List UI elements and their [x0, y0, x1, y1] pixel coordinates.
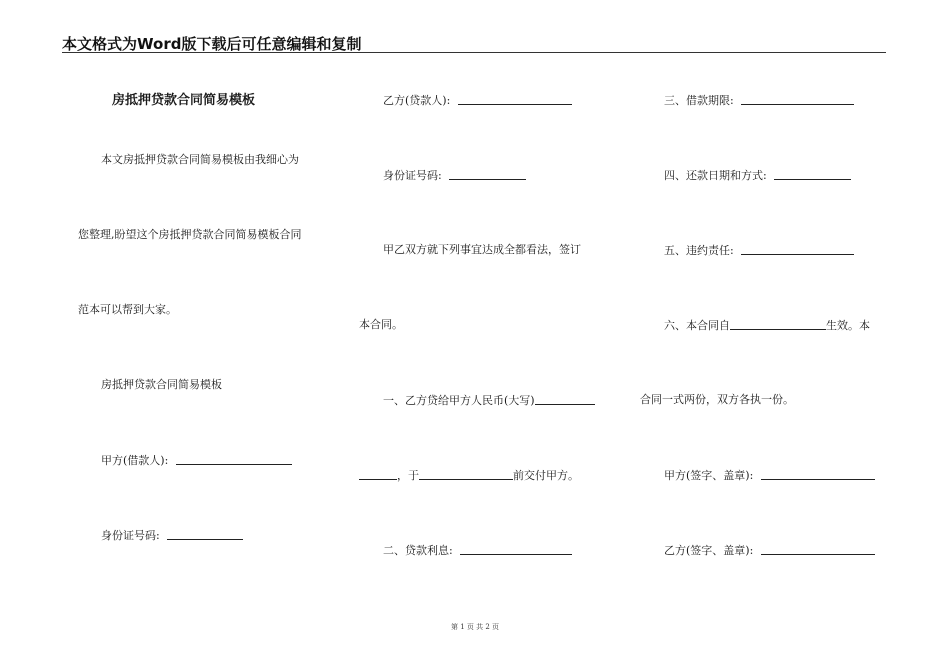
interest-blank: [460, 543, 572, 555]
clause-1-label: 一、乙方贷给甲方人民币(大写): [383, 394, 535, 407]
clause-1-line-1: [383, 393, 595, 408]
party-b-blank: [458, 93, 572, 105]
clause-6-label: 六、本合同自: [664, 319, 730, 332]
signature-b-blank: [761, 543, 875, 555]
signature-b-field: [664, 543, 875, 558]
delivery-date-blank: [419, 468, 513, 480]
liability-blank: [741, 243, 854, 255]
party-b-field: [383, 93, 572, 108]
clause-5-field: [664, 243, 854, 258]
party-a-id-field: [101, 528, 243, 543]
clause-3-label: 三、借款期限:: [664, 94, 734, 107]
signature-a-blank: [761, 468, 875, 480]
clause-6-line-1: [664, 318, 870, 333]
clause-1-tail-text: 前交付甲方。: [513, 469, 579, 482]
page-number: 第 1 页 共 2 页: [450, 623, 500, 631]
intro-line-2: 您整理,盼望这个房抵押贷款合同简易模板合同: [78, 228, 302, 241]
signature-b-label: 乙方(签字、盖章):: [664, 544, 754, 557]
signature-a-field: [664, 468, 875, 483]
amount-continued-blank: [359, 468, 397, 480]
party-b-id-label: 身份证号码:: [383, 169, 442, 182]
section-subtitle: 房抵押贷款合同简易模板: [101, 378, 222, 391]
party-a-blank: [176, 453, 292, 465]
clause-2-field: [383, 543, 572, 558]
party-b-id-blank: [449, 168, 526, 180]
clause-6-line-2: 合同一式两份，双方各执一份。: [640, 393, 794, 406]
party-b-label: 乙方(贷款人):: [383, 94, 451, 107]
header-divider: [62, 52, 886, 53]
clause-2-label: 二、贷款利息:: [383, 544, 453, 557]
party-a-label: 甲方(借款人):: [101, 454, 169, 467]
clause-4-label: 四、还款日期和方式:: [664, 169, 767, 182]
loan-term-blank: [741, 93, 854, 105]
party-b-id-field: [383, 168, 526, 183]
party-a-id-label: 身份证号码:: [101, 529, 160, 542]
agreement-line-1: 甲乙双方就下列事宜达成全都看法，签订: [383, 243, 581, 256]
agreement-line-2: 本合同。: [359, 318, 403, 331]
clause-1-at-text: ，于: [397, 469, 419, 482]
clause-6-effect-text: 生效。本: [826, 319, 870, 332]
repayment-blank: [774, 168, 851, 180]
amount-blank: [535, 393, 595, 405]
clause-5-label: 五、违约责任:: [664, 244, 734, 257]
intro-line-1: 本文房抵押贷款合同简易模板由我细心为: [101, 153, 299, 166]
signature-a-label: 甲方(签字、盖章):: [664, 469, 754, 482]
clause-3-field: [664, 93, 854, 108]
document-title: 房抵押贷款合同简易模板: [112, 93, 256, 108]
document-header: 本文格式为Word版下载后可任意编辑和复制: [62, 35, 362, 53]
party-a-id-blank: [167, 528, 243, 540]
party-a-field: [101, 453, 292, 468]
intro-line-3: 范本可以帮到大家。: [78, 303, 177, 316]
clause-4-field: [664, 168, 851, 183]
effective-date-blank: [730, 318, 826, 330]
clause-1-line-2: [359, 468, 579, 483]
